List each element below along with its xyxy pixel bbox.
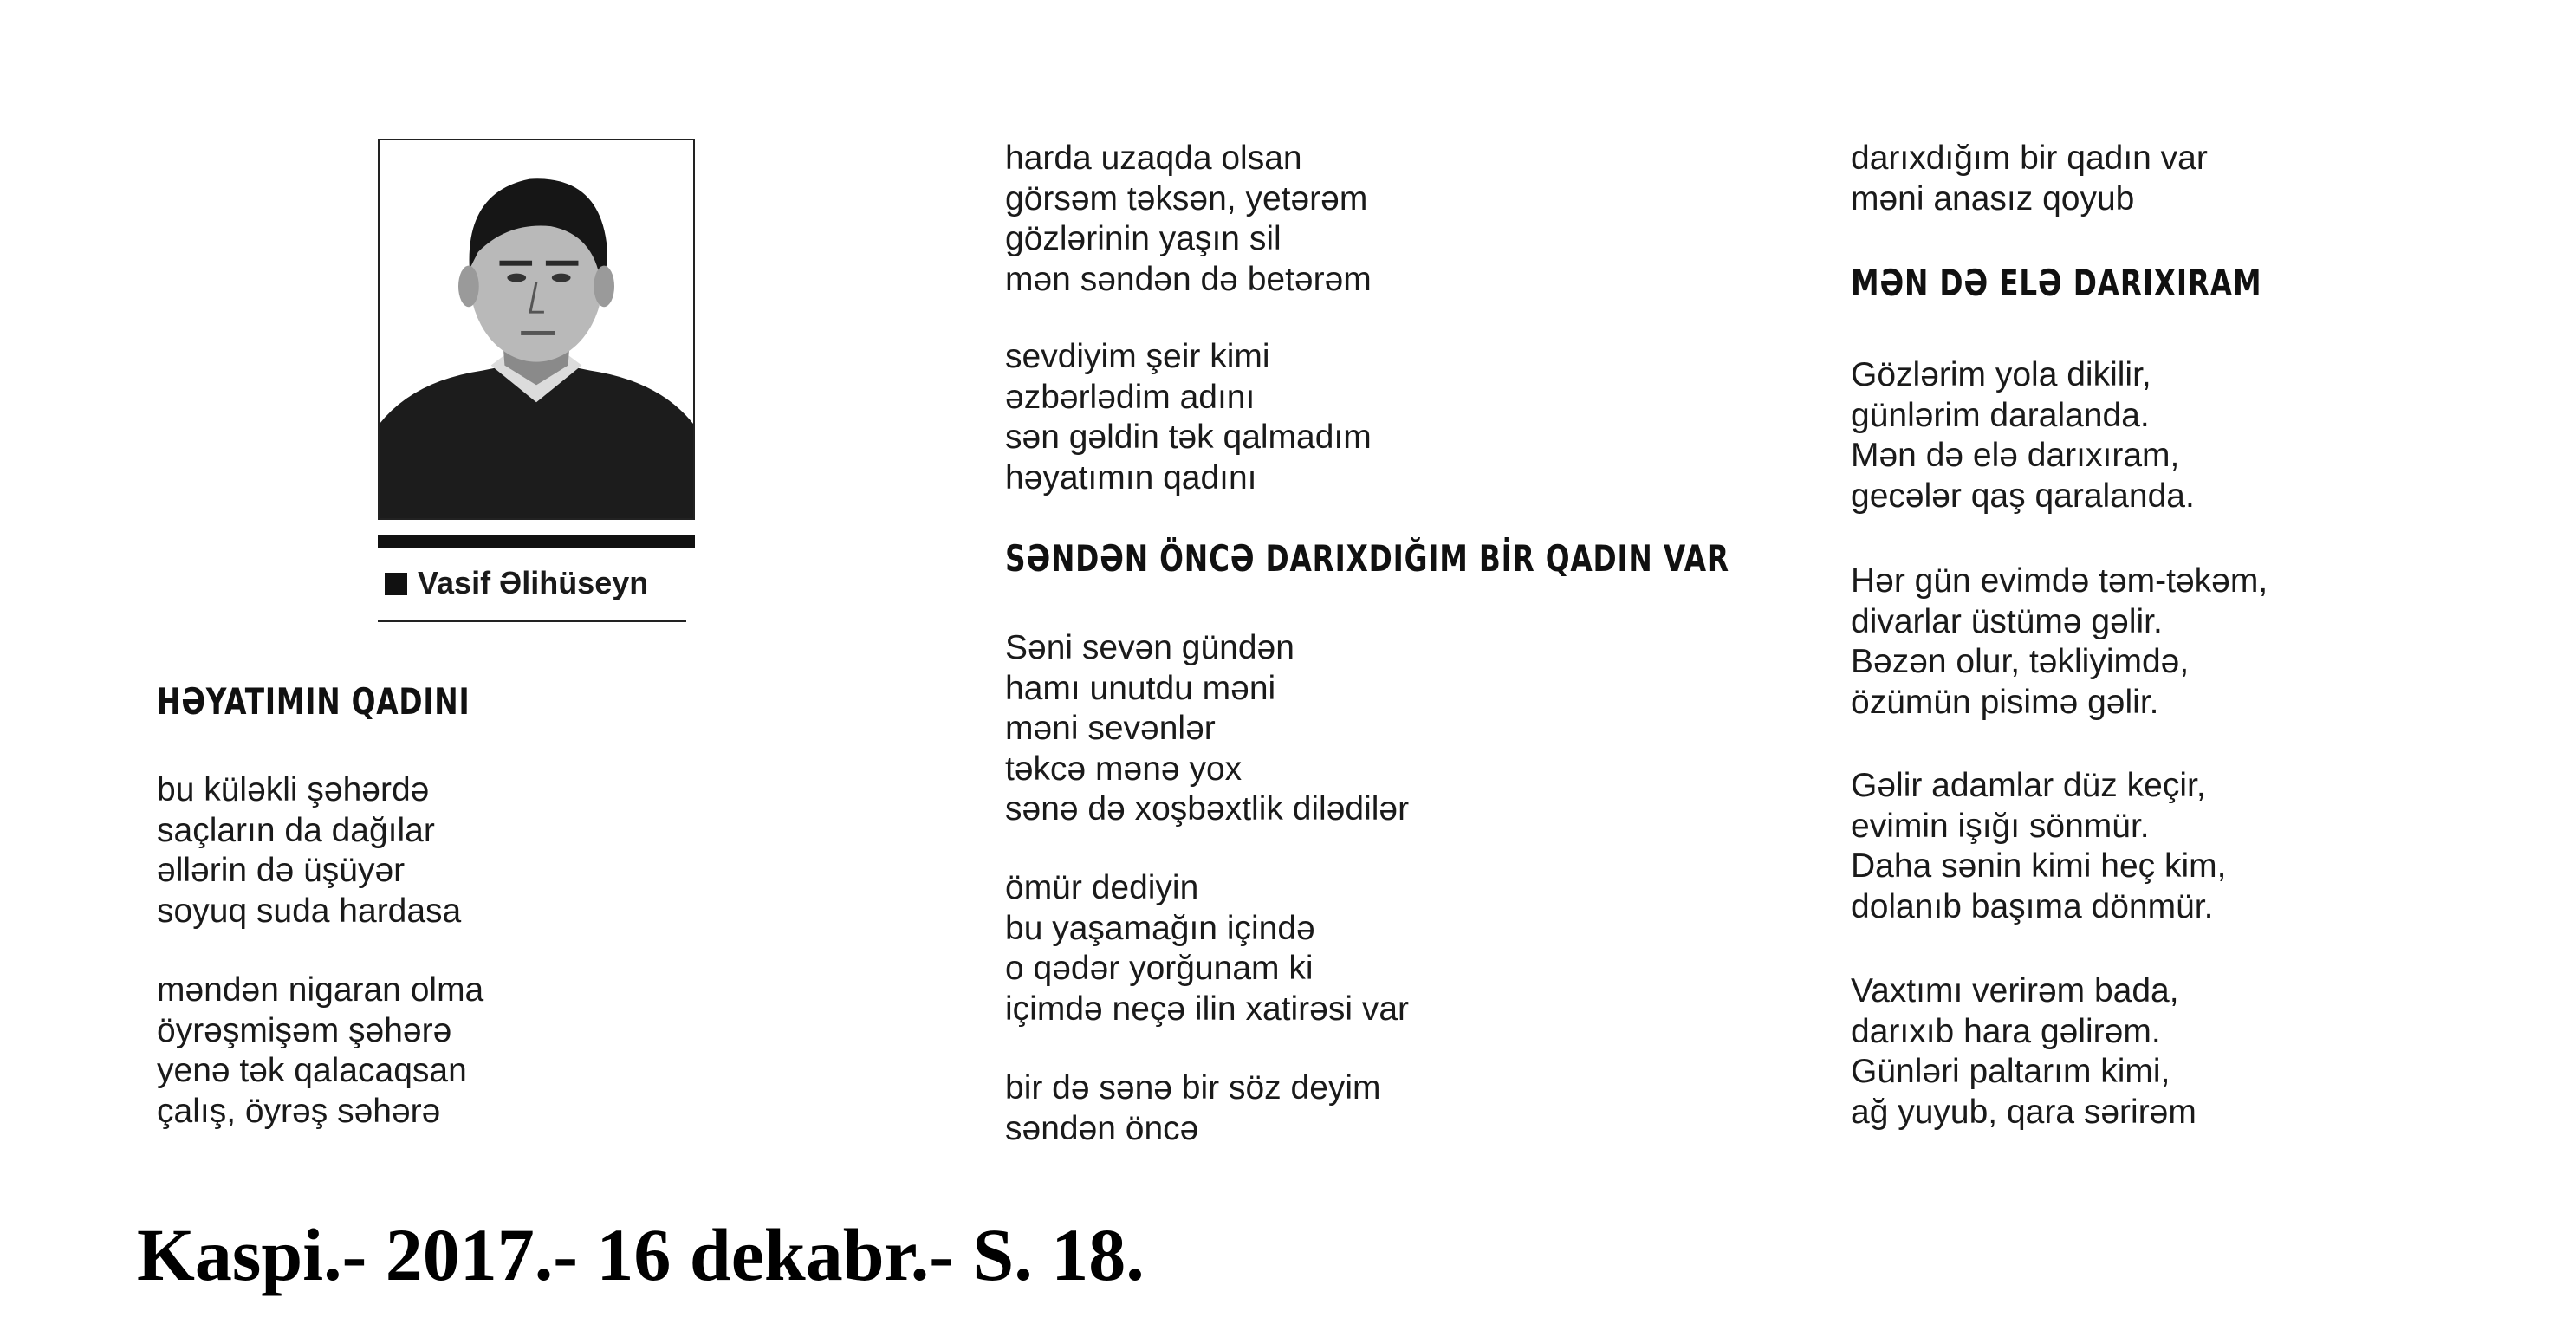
poem-line: Mən də elə darıxıram, [1851,437,2180,474]
poem-line: Gözlərim yola dikilir, [1851,356,2151,393]
poem-3-stanza-4 [1851,971,2196,1133]
poem-1-stanza-1 [157,770,461,931]
poem-line: sənə də xoşbəxtlik dilədilər [1005,790,1410,828]
poem-line: darıxıb hara gəlirəm. [1851,1012,2161,1050]
author-photo [378,139,695,520]
poem-line: gecələr qaş qaralanda. [1851,477,2195,515]
poem-line: divarlar üstümə gəlir. [1851,602,2163,640]
poem-line: Daha sənin kimi heç kim, [1851,847,2227,885]
poem-3-title: MƏN DƏ ELƏ DARIXIRAM [1851,262,2262,304]
poem-line: çalış, öyrəş səhərə [157,1092,441,1130]
poem-line: gözlərinin yaşın sil [1005,220,1282,257]
poem-1-stanza-2 [157,970,483,1132]
poem-line: harda uzaqda olsan [1005,140,1302,177]
poem-line: Gəlir adamlar düz keçir, [1851,767,2206,804]
author-byline [385,565,648,601]
poem-line: əzbərlədim adını [1005,378,1256,416]
poem-2-stanza-3-continued [1851,139,2208,219]
poem-line: dolanıb başıma dönmür. [1851,887,2214,925]
poem-line: Hər gün evimdə təm-təkəm, [1851,562,2268,600]
poem-2-stanza-3 [1005,1068,1381,1149]
poem-line: Səni sevən gündən [1005,629,1294,666]
poem-line: hamı unutdu məni [1005,669,1276,707]
poem-line: ömür dediyin [1005,869,1199,906]
poem-line: əllərin də üşüyər [157,852,406,889]
poem-line: Bəzən olur, təkliyimdə, [1851,643,2190,680]
poem-line: soyuq suda hardasa [157,892,462,930]
poem-2-title: SƏNDƏN ÖNCƏ DARIXDIĞIM BİR QADIN VAR [1005,537,1729,580]
poem-line: özümün pisimə gəlir. [1851,683,2159,721]
poem-1-stanza-4 [1005,337,1372,498]
poem-line: bu küləkli şəhərdə [157,771,430,808]
poem-3-stanza-1 [1851,355,2195,516]
square-bullet-icon [385,573,407,595]
poem-line: öyrəşmişəm şəhərə [157,1011,452,1049]
source-citation: Kaspi.- 2017.- 16 dekabr.- S. 18. [137,1213,1145,1296]
poem-1-stanza-3 [1005,139,1372,300]
poem-line: mən səndən də betərəm [1005,260,1372,298]
poem-line: təkcə mənə yox [1005,750,1243,788]
poem-line: günlərim daralanda. [1851,396,2150,434]
poem-line: məndən nigaran olma [157,971,484,1009]
poem-line: bu yaşamağın içində [1005,909,1315,947]
poem-line: sevdiyim şeir kimi [1005,338,1270,375]
poem-line: ağ yuyub, qara sərirəm [1851,1093,2196,1131]
poem-line: yenə tək qalacaqsan [157,1052,467,1089]
poem-3-stanza-2 [1851,561,2268,723]
poem-line: sən gəldin tək qalmadım [1005,419,1372,456]
poem-line: məni anasız qoyub [1851,179,2135,217]
poem-2-stanza-2 [1005,868,1409,1029]
poem-line: səndən öncə [1005,1109,1199,1147]
poem-line: saçların da dağılar [157,811,435,849]
poem-line: darıxdığım bir qadın var [1851,140,2208,177]
poem-3-stanza-3 [1851,766,2227,927]
poem-line: evimin işığı sönmür. [1851,807,2150,845]
poem-line: məni sevənlər [1005,710,1216,747]
poem-line: Günləri paltarım kimi, [1851,1053,2170,1090]
byline-underline [378,620,686,622]
poem-2-stanza-1 [1005,628,1409,830]
poem-line: içimdə neçə ilin xatirəsi var [1005,990,1410,1028]
poem-line: bir də sənə bir söz deyim [1005,1069,1381,1107]
poem-line: o qədər yorğunam ki [1005,950,1314,987]
author-name: Vasif Əlihüseyn [418,565,649,600]
poem-line: həyatımın qadını [1005,458,1257,497]
poem-line: Vaxtımı verirəm bada, [1851,972,2179,1009]
poem-1-title: HƏYATIMIN QADINI [157,680,470,723]
poem-line: görsəm təksən, yetərəm [1005,179,1368,217]
photo-underline-thick [378,535,695,548]
